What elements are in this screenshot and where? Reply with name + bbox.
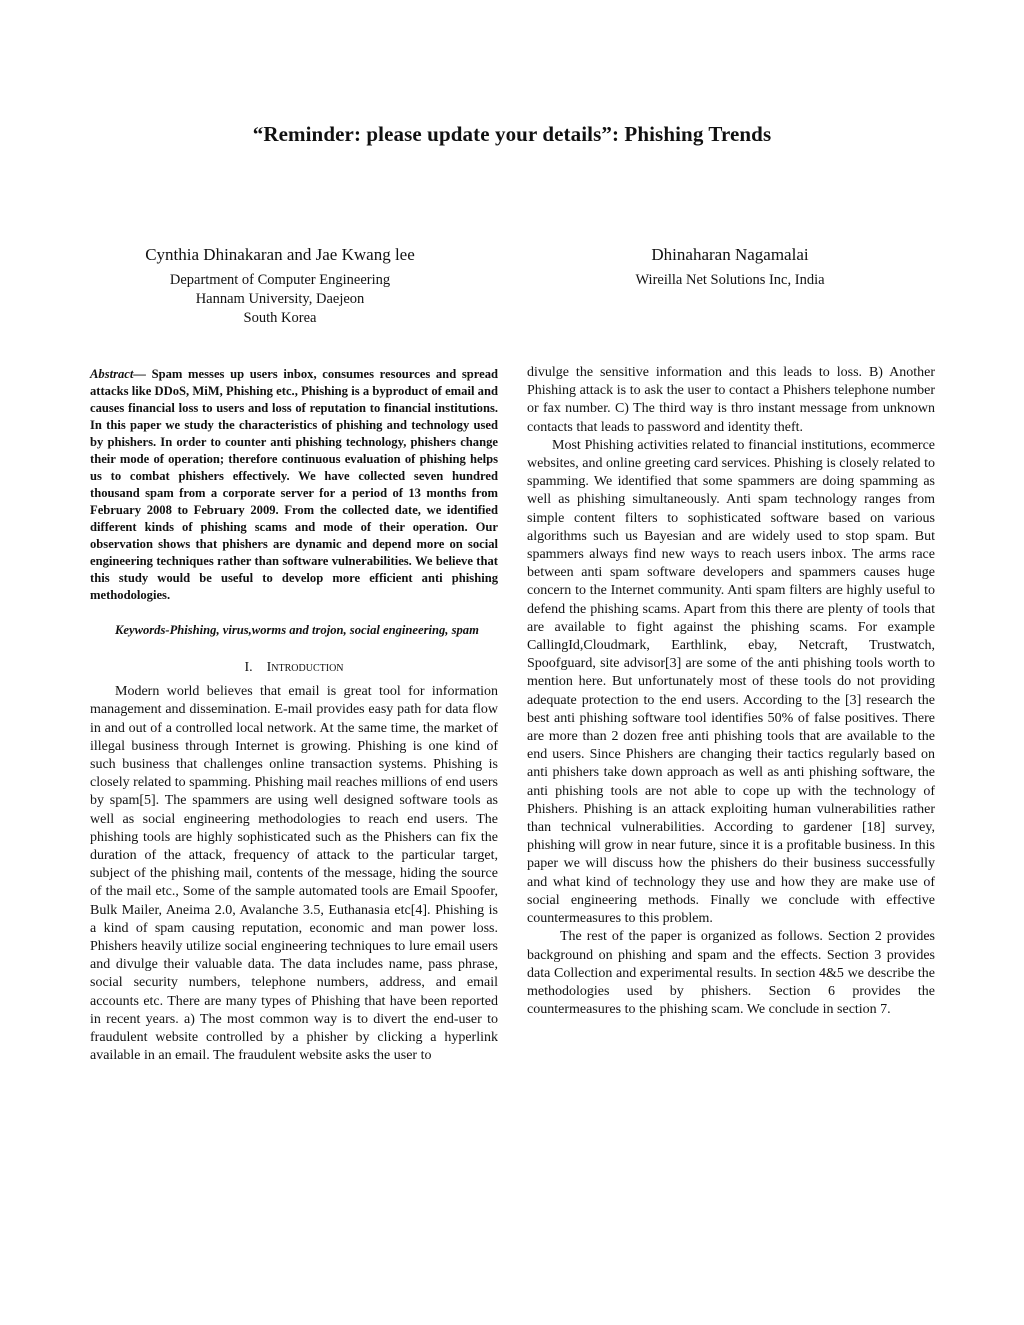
body-paragraph: The rest of the paper is organized as follows. Section 2 provides background on phishing and spam and the effects. Section 3 provides data Collection and experimental results. In section 4&5 we describe the methodologies used by phishers. Section 6 provides the countermeasures to the phishing scam. We conclude in section 7.: [527, 929, 935, 1018]
section-title: Introduction: [266, 660, 344, 675]
paper-title: “Reminder: please update your details”: Phishing Trends: [252, 122, 772, 146]
abstract: [90, 366, 498, 604]
section-heading: [90, 659, 498, 677]
right-column: [527, 364, 935, 1019]
author-block-right: [530, 244, 930, 290]
keywords: Keywords-Phishing, virus,worms and trojon, social engineering, spam: [115, 623, 479, 637]
affiliation-country: South Korea: [243, 310, 317, 326]
affiliation-department: Department of Computer Engineering: [169, 272, 391, 288]
body-paragraph: Most Phishing activities related to financial institutions, ecommerce websites, and online greeting card services. Phishing is closely related to spamming. We identified that some spammers are doing spamming as well as phishing simultaneously. Anti spam technology ranges from simple content filters to sophisticated software based on various algorithms such us Bayesian and are widely used to stop spam. But spammers always find new ways to reach users inbox. The arms race between anti spam software developers and spammers causes huge concern to the Internet community. Anti spam filters are highly useful to defend the phishing scams. Apart from this there are plenty of tools that are available to fight against the phishing scams. For example CallingId,Cloudmark, Earthlink, ebay, Netcraft, Trustwatch, Spoofguard, site advisor[3] are some of the anti phishing tools worth to mention here. But unfortunately most of these tools do not providing adequate protection to the end users. According to the [3] research the best anti phishing software tool identifies 50% of false positives. There are more than 2 dozen free anti phishing tools that are available to the end users. Since Phishers are changing their tactics regularly based on anti phishers take down approach as well as anti phishing software, the anti phishing tools are not able to cope up with the technology of Phishers. Phishing is an attack exploiting human vulnerabilities rather than technical vulnerabilities. According to gardener [18] survey, phishing will grow in near future, since it is a profitable business. In this paper we will discuss how the phishers do their business successfully and what kind of technology they use and how they are make use of social engineering methods. Finally we conclude with effective countermeasures to this problem.: [527, 437, 935, 927]
body-paragraph: Modern world believes that email is great tool for information management and dissemination. E-mail provides easy path for data flow in and out of a controlled local network. At the same time, the market of illegal business through Internet is growing. Phishing is one kind of such business that challenges online transaction systems. Phishing is closely related to spamming. Phishing mail reaches millions of end users by spam[5]. The spammers are using well designed software tools as well as social engineering methodologies to reach end users. The phishing tools are highly sophisticated such as the Phishers can fix the duration of the attack, frequency of attack to the particular target, subject of the phishing mail, contents of the message, hiding the source of the mail etc., Some of the sample automated tools are Email Spoofer, Bulk Mailer, Aneima 2.0, Avalanche 3.5, Euthanasia etc[4]. Phishing is a kind of spam causing reputation, economic and man power loss. Phishers heavily utilize social engineering techniques to lure email users and divulge their valuable data. The data includes name, pass phrase, social security numbers, telephone numbers, address, and email accounts etc. There are many types of Phishing that have been reported in recent years. a) The most common way is to divert the end-user to fraudulent website controlled by a phisher by clicking a hyperlink available in an email. The fraudulent website asks the user to: [90, 684, 498, 1064]
author-block-left: [80, 244, 480, 328]
section-number: I.: [244, 660, 253, 675]
abstract-text: Spam messes up users inbox, consumes resources and spread attacks like DDoS, MiM, Phishing etc., Phishing is a byproduct of email and causes financial loss to users and loss of reputation to financial institutions. In this paper we study the characteristics of phishing and technology used by phishers. In order to counter anti phishing technology, phishers change their mode of operation; therefore continuous evaluation of phishing helps us to combat phishers effectively. We have collected seven hundred thousand spam from a corporate server for a period of 13 months from February 2008 to February 2009. From the collected date, we identified different kinds of phishing scams and mode of their operation. Our observation shows that phishers are dynamic and depend more on social engineering techniques rather than software vulnerabilities. We believe that this study would be useful to develop more efficient anti phishing methodologies.: [90, 367, 498, 602]
left-column: [90, 366, 498, 1065]
affiliation-university: Hannam University, Daejeon: [195, 291, 365, 307]
abstract-label: Abstract—: [90, 367, 146, 381]
author-name: Dhinaharan Nagamalai: [651, 245, 809, 264]
affiliation-company: Wireilla Net Solutions Inc, India: [635, 272, 825, 288]
author-name: Cynthia Dhinakaran and Jae Kwang lee: [145, 245, 415, 264]
body-paragraph: divulge the sensitive information and this leads to loss. B) Another Phishing attack is to ask the user to contact a Phishers telephone number or fax number. C) The third way is thro instant message from unknown contacts that leads to password and identity theft.: [527, 365, 935, 435]
